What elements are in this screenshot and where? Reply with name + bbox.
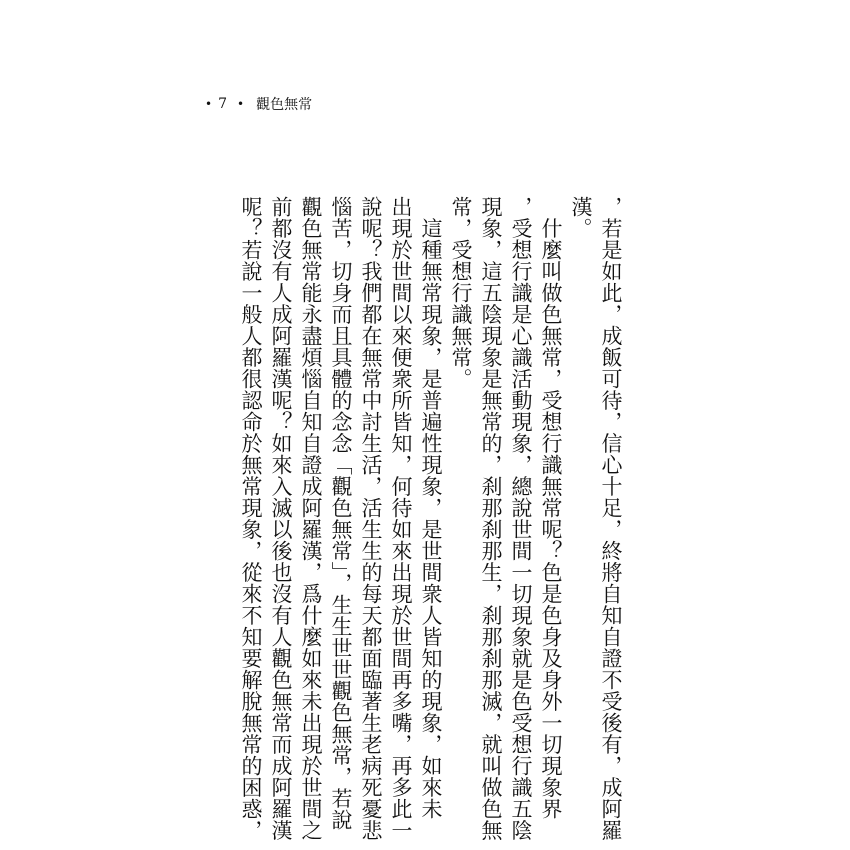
text-column: 出現於世間以來便衆所皆知，何待如來出現於世間再多嘴，再多此一 <box>389 196 413 841</box>
text-column: 前都沒有人成阿羅漢呢？如來入滅以後也沒有人觀色無常而成阿羅漢 <box>269 196 293 841</box>
chapter-title: 觀色無常 <box>256 97 313 113</box>
text-column: 說呢？我們都在無常中討生活，活生生的每天都面臨著生老病死憂悲 <box>359 196 383 841</box>
header-bullet-right: • <box>237 97 245 111</box>
page-header <box>205 94 312 114</box>
text-column: 漢。 <box>569 196 593 239</box>
text-column: 什麼叫做色無常，受想行識無常呢？色是色身及身外一切現象界 <box>539 196 563 820</box>
text-column: 觀色無常能永盡煩惱自知自證成阿羅漢，爲什麼如來未出現於世間之 <box>299 196 323 841</box>
text-column: 現象，這五陰現象是無常的，刹那刹那生，刹那刹那滅，就叫做色無 <box>479 196 503 841</box>
text-column: 常，受想行識無常。 <box>449 196 473 390</box>
text-column: 呢？若說一般人都很認命於無常現象，從來不知要解脫無常的困惑， <box>239 196 263 841</box>
text-column: ，受想行識是心識活動現象，總說世間一切現象就是色受想行識五陰 <box>509 196 533 841</box>
page-number: 7 <box>218 96 227 112</box>
vertical-text-body <box>206 196 626 841</box>
header-bullet-left: • <box>205 97 213 111</box>
text-column: 惱苦，切身而且具體的念念「觀色無常」，生生世世觀色無常，若說 <box>329 196 353 831</box>
text-column: ，若是如此，成飯可待，信心十足，終將自知自證不受後有，成阿羅 <box>599 196 623 841</box>
text-column: 這種無常現象，是普遍性現象，是世間衆人皆知的現象，如來未 <box>419 196 443 820</box>
